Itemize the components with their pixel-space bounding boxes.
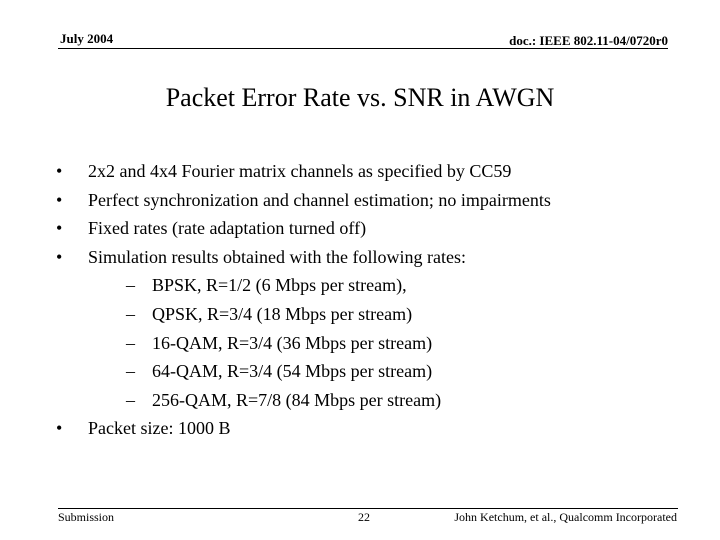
- bullet-item: [56, 214, 696, 243]
- bullet-marker: •: [56, 161, 63, 181]
- sub-bullet-marker: –: [126, 332, 135, 353]
- bullet-item: [56, 414, 696, 443]
- bullet-marker: •: [56, 418, 63, 439]
- bullet-list: [56, 157, 696, 443]
- sub-bullet-marker: –: [126, 275, 135, 296]
- slide-title: Packet Error Rate vs. SNR in AWGN: [165, 83, 555, 112]
- bullet-item: [56, 186, 696, 215]
- sub-bullet-text: 16-QAM, R=3/4 (36 Mbps per stream): [152, 332, 433, 353]
- bullet-text: 2x2 and 4x4 Fourier matrix channels as specified by CC59: [88, 161, 512, 181]
- sub-bullet-text: 64-QAM, R=3/4 (54 Mbps per stream): [152, 361, 433, 382]
- footer-author: John Ketchum, et al., Qualcomm Incorporated: [454, 510, 677, 524]
- sub-bullet-text: 256-QAM, R=7/8 (84 Mbps per stream): [152, 389, 442, 410]
- bullet-marker: •: [56, 246, 63, 267]
- sub-bullet-marker: –: [126, 389, 135, 410]
- sub-bullet-item: [56, 357, 696, 386]
- sub-bullet-marker: –: [126, 303, 135, 324]
- bullet-item: [56, 243, 696, 272]
- sub-bullet-text: QPSK, R=3/4 (18 Mbps per stream): [152, 303, 413, 324]
- sub-bullet-item: [56, 329, 696, 358]
- bullet-text: Packet size: 1000 B: [88, 418, 231, 439]
- header-doc-id: doc.: IEEE 802.11-04/0720r0: [509, 33, 668, 48]
- bullet-item: [56, 157, 696, 186]
- bullet-text: Fixed rates (rate adaptation turned off): [88, 218, 367, 239]
- header-rule: [58, 48, 668, 49]
- footer-submission: Submission: [58, 510, 115, 524]
- footer-rule: [58, 508, 678, 509]
- bullet-marker: •: [56, 189, 63, 210]
- sub-bullet-item: [56, 386, 696, 415]
- sub-bullet-text: BPSK, R=1/2 (6 Mbps per stream),: [152, 275, 407, 296]
- page-number: 22: [358, 510, 370, 524]
- bullet-marker: •: [56, 218, 63, 239]
- header-date: July 2004: [60, 31, 114, 46]
- bullet-text: Perfect synchronization and channel estimation; no impairments: [88, 189, 551, 210]
- bullet-text: Simulation results obtained with the following rates:: [88, 246, 466, 267]
- sub-bullet-item: [56, 300, 696, 329]
- sub-bullet-marker: –: [126, 361, 135, 382]
- sub-bullet-item: [56, 271, 696, 300]
